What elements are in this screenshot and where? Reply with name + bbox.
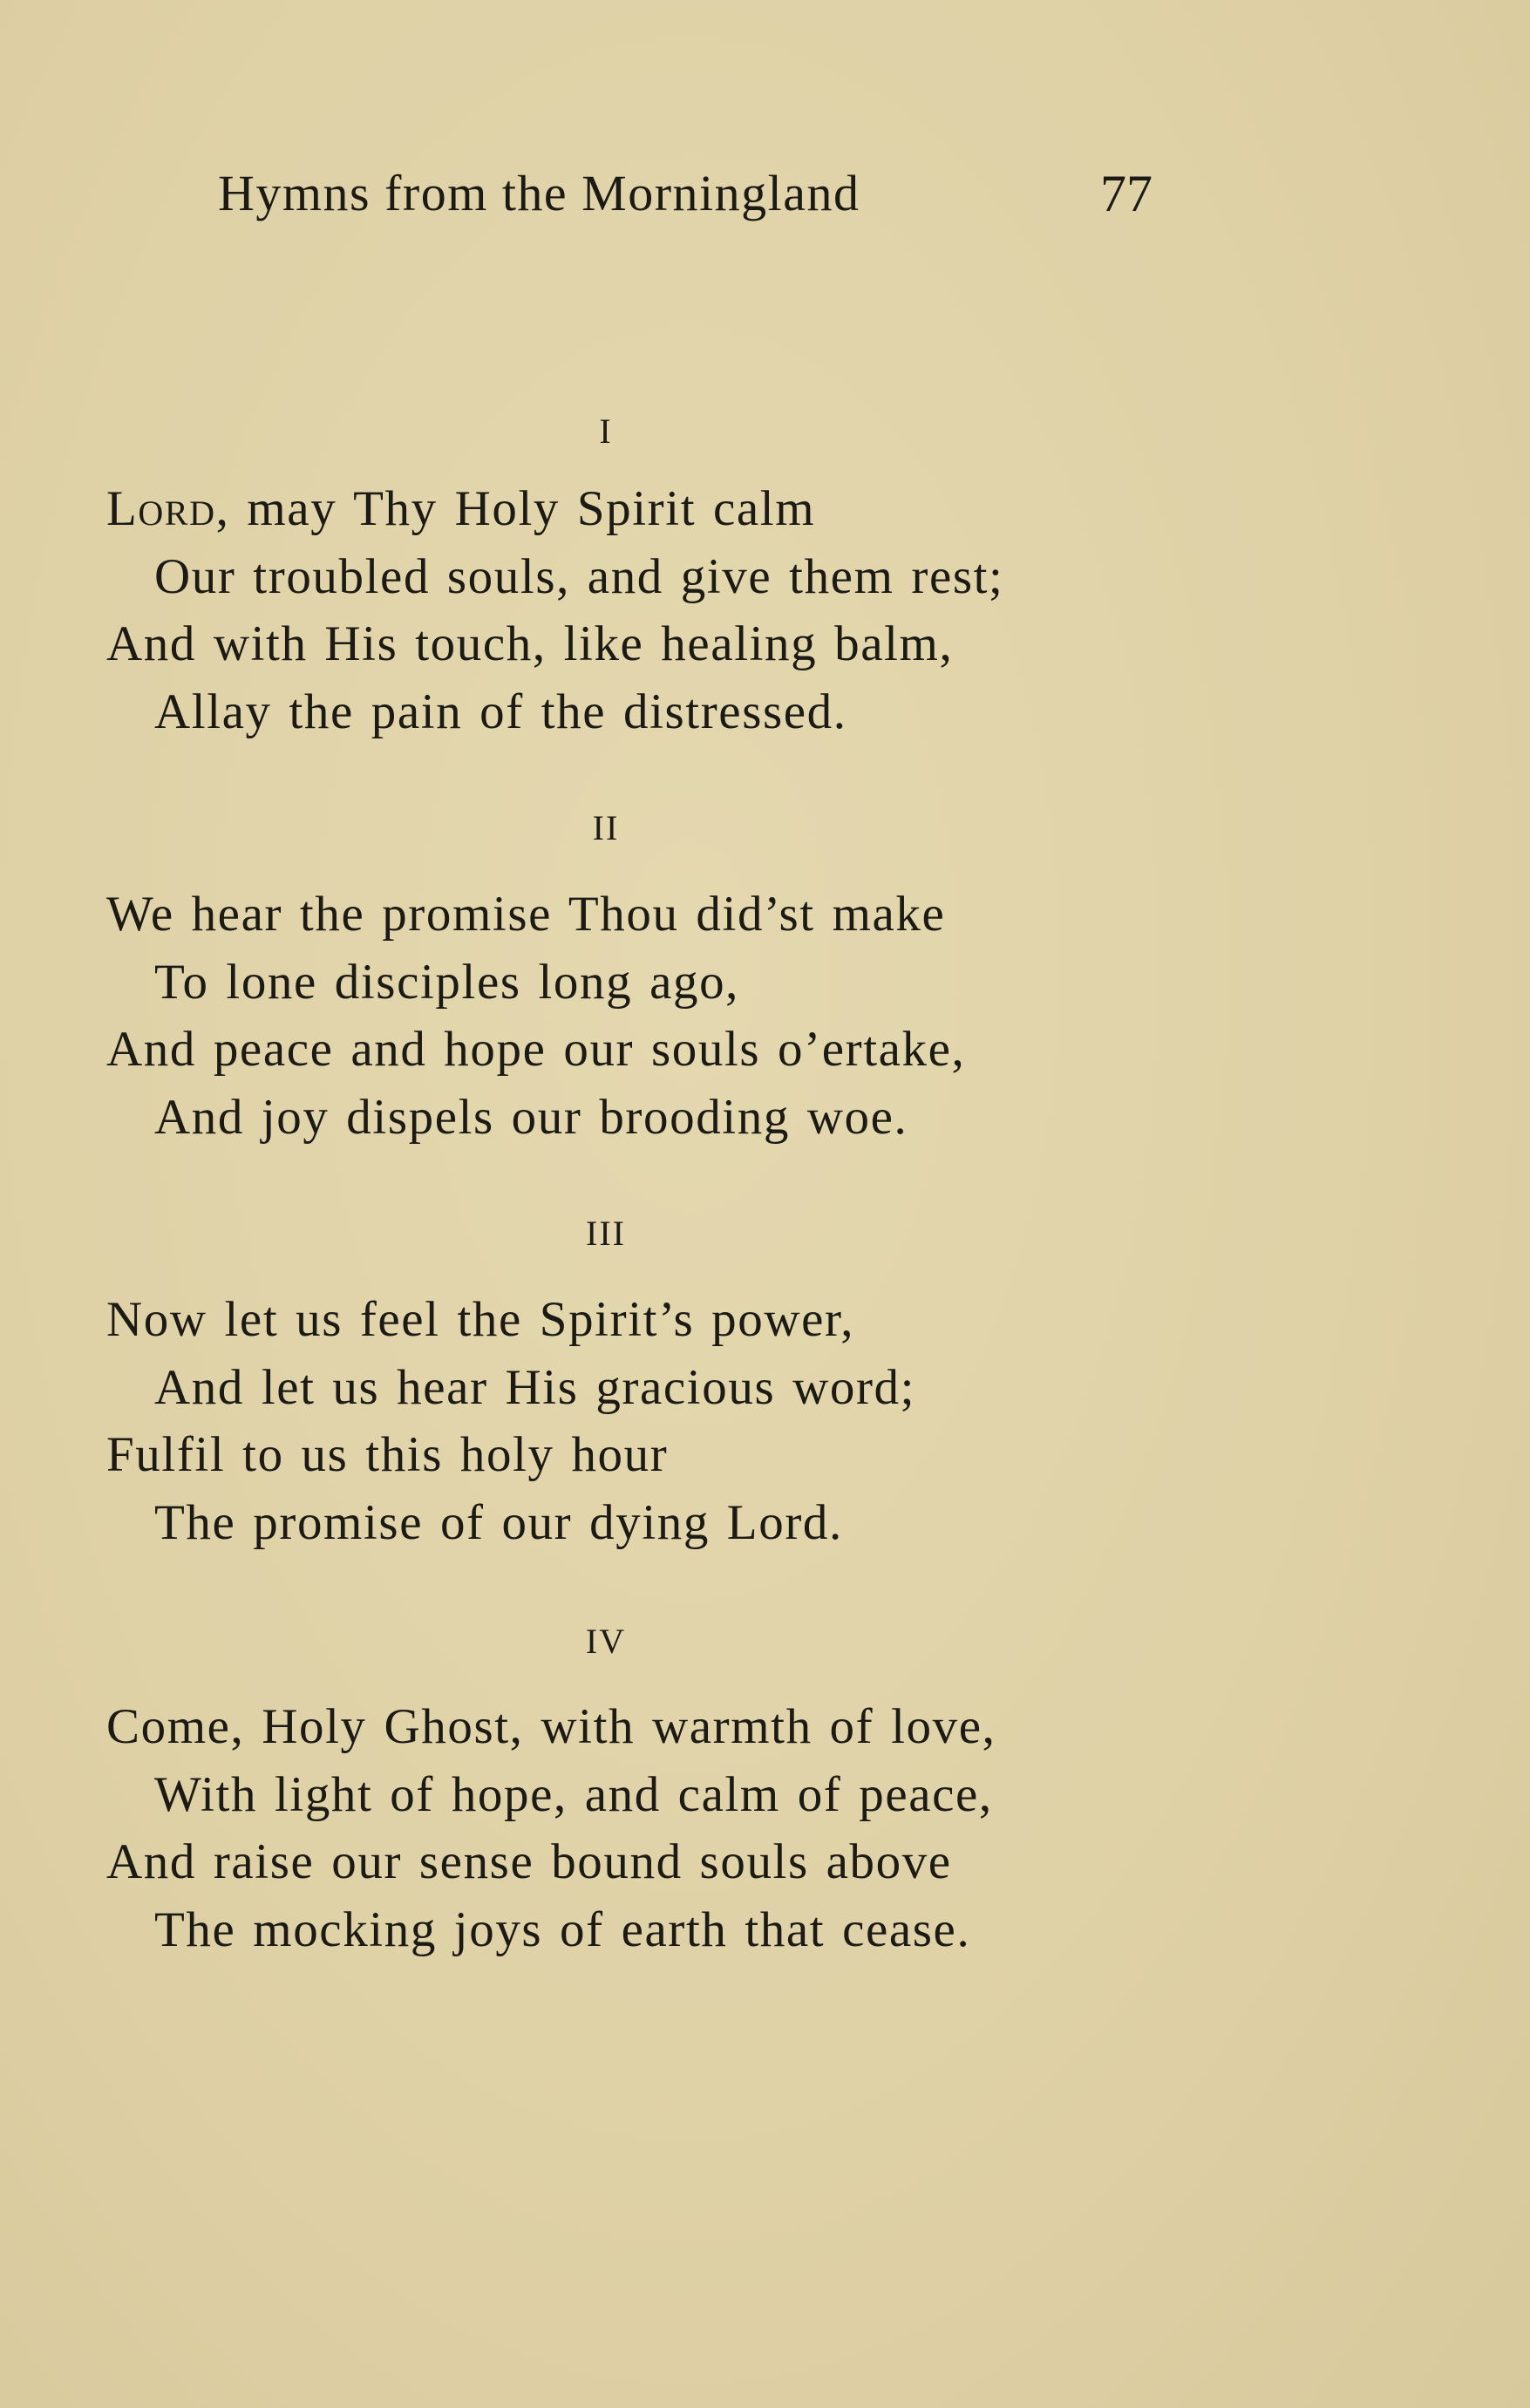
opening-word: Lord bbox=[106, 481, 216, 536]
stanza-1 bbox=[106, 475, 1240, 745]
poem-line: The mocking joys of earth that cease. bbox=[154, 1901, 971, 1957]
running-head bbox=[0, 160, 1530, 227]
stanza-numeral-3: III bbox=[586, 1214, 626, 1253]
poem-line: To lone disciples long ago, bbox=[154, 954, 740, 1010]
stanza-3 bbox=[106, 1286, 1240, 1556]
poem-line: Now let us feel the Spirit’s power, bbox=[106, 1292, 855, 1347]
poem-line: We hear the promise Thou did’st make bbox=[106, 887, 946, 942]
stanza-numeral-4: IV bbox=[585, 1622, 627, 1661]
stanza-4 bbox=[106, 1693, 1240, 1963]
stanza-numeral-1: I bbox=[599, 412, 613, 451]
poem-line: With light of hope, and calm of peace, bbox=[154, 1766, 993, 1822]
poem-line bbox=[106, 475, 1240, 543]
poem-line: Our troubled souls, and give them rest; bbox=[154, 548, 1004, 604]
poem-line: And let us hear His gracious word; bbox=[154, 1359, 916, 1415]
poem-line: And raise our sense bound souls above bbox=[106, 1834, 952, 1889]
running-title: Hymns from the Morningland bbox=[218, 165, 860, 221]
poem-line: Fulfil to us this holy hour bbox=[106, 1427, 669, 1482]
poem-line: And with His touch, like healing balm, bbox=[106, 616, 954, 671]
stanza-2 bbox=[106, 881, 1240, 1151]
poem-line: And joy dispels our brooding woe. bbox=[154, 1089, 908, 1145]
stanza-numeral-2: II bbox=[592, 808, 620, 847]
poem-line: Come, Holy Ghost, with warmth of love, bbox=[106, 1699, 996, 1754]
poem-line: Allay the pain of the distressed. bbox=[154, 684, 847, 739]
page-number: 77 bbox=[1100, 165, 1153, 222]
line-text: , may Thy Holy Spirit calm bbox=[215, 481, 816, 536]
poem-line: The promise of our dying Lord. bbox=[154, 1494, 843, 1550]
poem-line: And peace and hope our souls o’ertake, bbox=[106, 1022, 966, 1077]
